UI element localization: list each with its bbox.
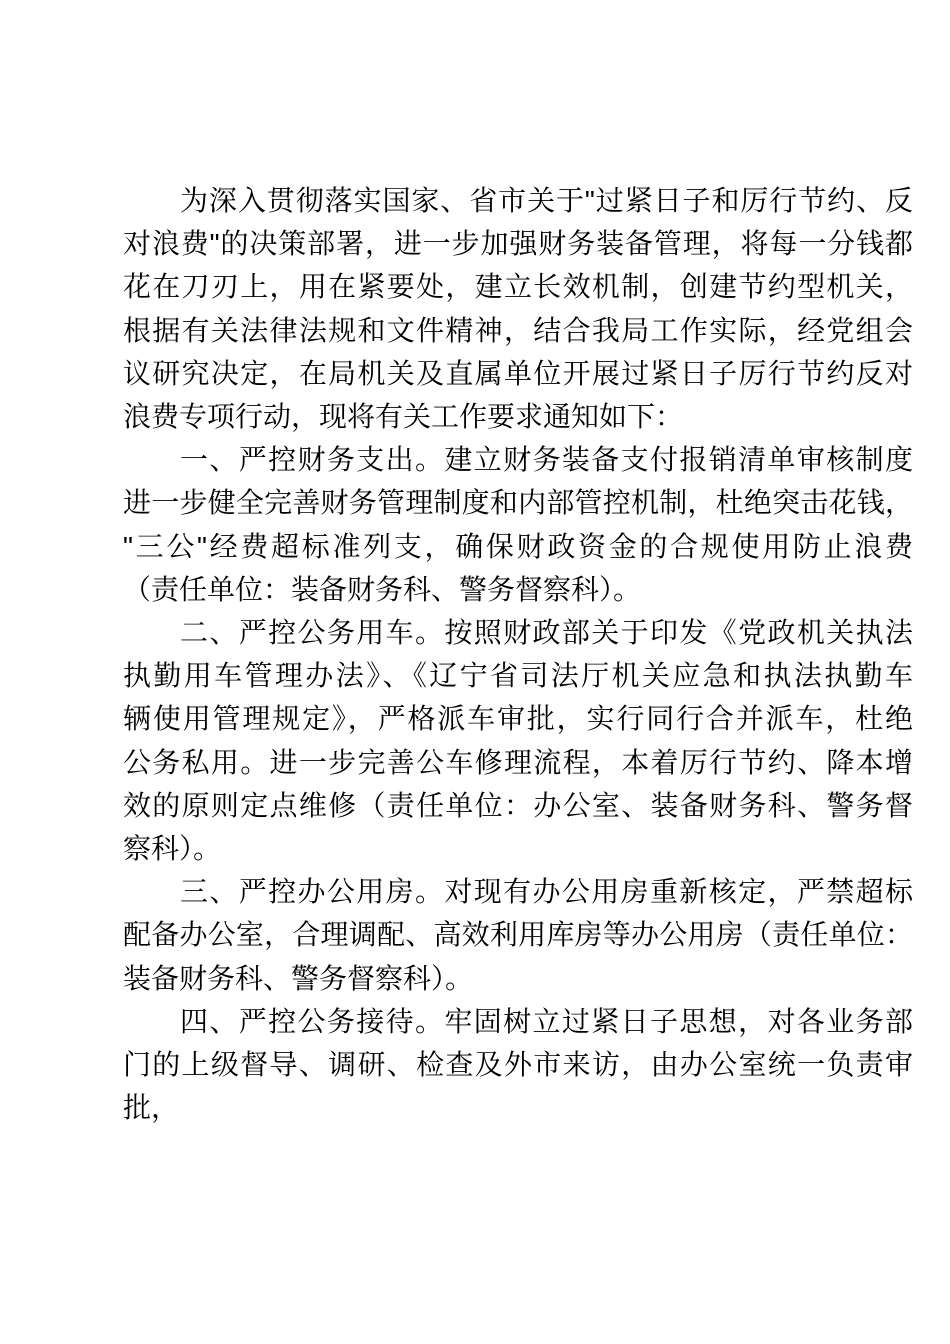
- text-line: 执勤用车管理办法》、《辽宁省司法厅机关应急和执法执勤车: [123, 660, 913, 692]
- text-line: 门的上级督导、调研、检查及外市来访，由办公室统一负责审: [123, 1049, 913, 1081]
- text-line: 辆使用管理规定》，严格派车审批，实行同行合并派车，杜绝: [123, 703, 913, 735]
- text-line: （责任单位：装备财务科、警务督察科）。: [123, 573, 642, 605]
- text-line: 议研究决定，在局机关及直属单位开展过紧日子厉行节约反对: [123, 357, 913, 389]
- text-line: 一、严控财务支出。建立财务装备支付报销清单审核制度: [180, 444, 913, 476]
- text-line: 效的原则定点维修（责任单位：办公室、装备财务科、警务督: [123, 789, 913, 821]
- text-line: 进一步健全完善财务管理制度和内部管控机制，杜绝突击花钱，: [123, 487, 913, 519]
- text-line: 为深入贯彻落实国家、省市关于"过紧日子和厉行节约、反: [180, 185, 913, 216]
- text-line: 公务私用。进一步完善公车修理流程，本着厉行节约、降本增: [123, 746, 913, 778]
- text-line: "三公"经费超标准列支，确保财政资金的合规使用防止浪费: [123, 530, 913, 562]
- text-line: 二、严控公务用车。按照财政部关于印发《党政机关执法: [180, 617, 913, 649]
- text-line: 三、严控办公用房。对现有办公用房重新核定，严禁超标: [180, 876, 913, 908]
- page-content: [123, 179, 913, 1129]
- text-line: 四、严控公务接待。牢固树立过紧日子思想，对各业务部: [180, 1005, 913, 1037]
- text-line: 批，: [123, 1092, 180, 1124]
- text-line: 花在刀刃上，用在紧要处，建立长效机制，创建节约型机关，: [123, 271, 913, 303]
- text-line: 对浪费"的决策部署，进一步加强财务装备管理，将每一分钱都: [123, 228, 913, 260]
- text-line: 察科）。: [123, 833, 222, 865]
- text-line: 配备办公室，合理调配、高效利用库房等办公用房（责任单位：: [123, 919, 913, 951]
- text-line: 装备财务科、警务督察科）。: [123, 962, 474, 994]
- text-line: 浪费专项行动，现将有关工作要求通知如下：: [123, 401, 684, 433]
- text-line: 根据有关法律法规和文件精神，结合我局工作实际，经党组会: [123, 314, 913, 346]
